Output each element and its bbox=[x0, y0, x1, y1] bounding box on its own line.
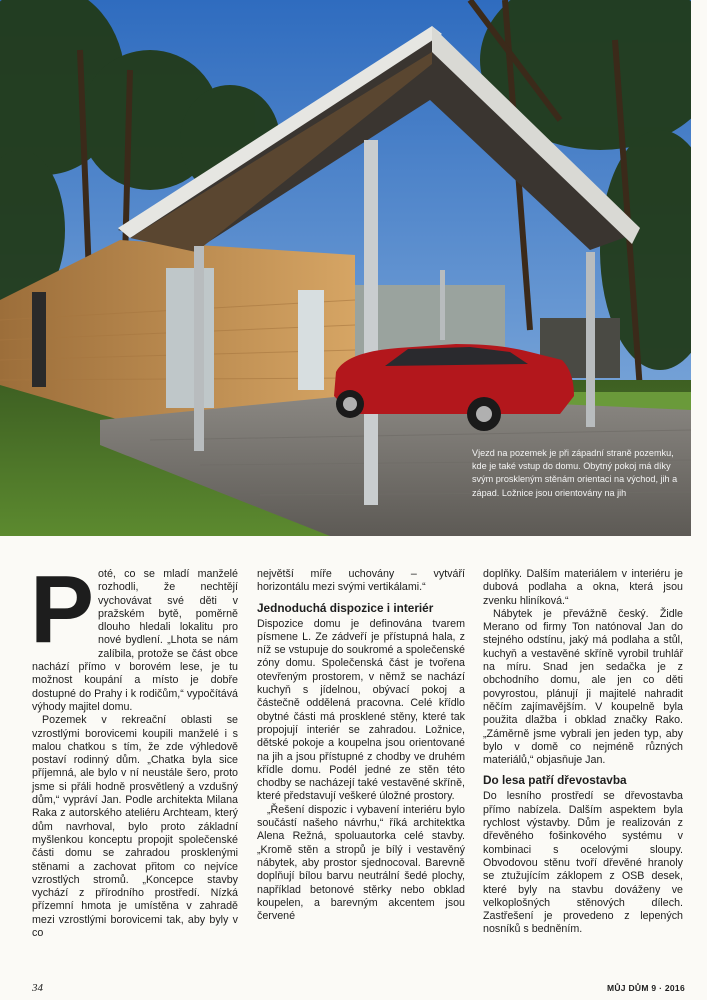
drop-cap: P bbox=[30, 556, 93, 663]
paragraph: největší míře uchovány – vytváří horizontálu mezi svými vertikálami.“ bbox=[257, 568, 465, 594]
text-column-2 bbox=[257, 568, 465, 923]
photo-caption: Vjezd na pozemek je při západní straně pozemku, kde je také vstup do domu. Obytný pokoj má díky svým proskleným stěnám orientaci na východ, jih a západ. Ložnice jsou orientovány na jih bbox=[472, 448, 678, 498]
magazine-issue: MŮJ DŮM 9 · 2016 bbox=[606, 983, 685, 993]
paragraph: oté, co se mladí manželé rozhodli, že nechtějí vychovávat své děti v pražském bytě, poměrně dlouho hledali lokalitu pro nové bydlení. „Lhota se nám zalíbila, protože se část obce nachází přímo v borovém lese, je tu možnost koupání a místo je dobře dostupné do Prahy i k rodičům,“ vypočítává výhody majitel domu. bbox=[32, 568, 238, 713]
paragraph: Do lesního prostředí se dřevostavba přímo nabízela. Dalším aspektem byla rychlost výstavby. Dům je realizován z dřevěného fošinkového systému v kombinaci s ocelovými sloupy. Obvodovou stěnu tvoří dřevěné hranoly se ztužujícím záklopem z OSB desek, které byly na stavbu dováženy ve velkoplošných stěnových dílech. Zastřešení je provedeno z lepených nosníků s bedněním. bbox=[483, 790, 683, 936]
paragraph: „Řešení dispozic i vybavení interiéru bylo součástí našeho návrhu,“ říká architektka Alena Režná, spoluautorka celé stavby. „Kromě stěn a stropů je bílý i vestavěný nábytek, aby prostor sjednocoval. Barevně doplňují bílou barvu neutrální šedé plochy, například betonové stěrky nebo obklad koupelen, a barevným akcentem jsou červené bbox=[257, 803, 465, 923]
paragraph: Dispozice domu je definována tvarem písmene L. Ze zádveří je přístupná hala, z níž se vstupuje do soukromé a společenské zóny domu. Společenská část je tvořena otevřeným prostorem, v němž se nachází kuchyň s jídelnou, obývací pokoj a částečně oddělená pracovna. Celé křídlo obytné části má prosklené stěny, které tak propojují interiér se zahradou. Ložnice, dětské pokoje a koupelna jsou orientované na jih a jsou přístupné z chodby ve druhém křídle domu. Podél jedné ze stěn této chodby se nacházejí také vestavěné skříně, které představují veškeré úložné prostory. bbox=[257, 617, 465, 803]
text-column-3 bbox=[483, 568, 683, 937]
paragraph: Nábytek je převážně český. Židle Merano od firmy Ton natónoval Jan do stejného odstínu, jaký má podlaha a stůl, kuchyň a vestavěné skříně vyrobil truhlář na míru. Snad jen sedačka je z obchodního domu, ale jen co děti povyrostou, plánují ji majitelé nahradit něčím zajímavějším. V koupelně byla použita dlažba i obklad značky Rako. „Záměrně jsme vybrali jen jeden typ, aby bylo v domě co nejméně různých materiálů,“ objasňuje Jan. bbox=[483, 607, 683, 767]
section-heading: Do lesa patří dřevostavba bbox=[483, 773, 627, 788]
paragraph: Pozemek v rekreační oblasti se vzrostlými borovicemi koupili manželé i s malou chatkou s tím, že zde výhledově postaví rodinný dům. „Chatka byla sice příjemná, ale bylo v ní neustále šero, proto jsme si přáli hodně prosvětlený a vzdušný dům,“ vypráví Jan. Podle architekta Milana Raka z autorského ateliéru Archteam, který dům navrhoval, bylo proto základní myšlenkou konceptu propojit společenské části domu se zahradou prosklenými stěnami a zachovat přitom co nejvíce vzrostlých stromů. „Koncepce stavby vychází z přírodního prostředí. Nízká přízemní hmota je umístěna v zahradě mezi vzrostlými borovicemi tak, aby byly v co bbox=[32, 714, 238, 940]
section-heading: Jednoduchá dispozice i interiér bbox=[257, 600, 434, 615]
text-column-1 bbox=[30, 556, 238, 940]
paragraph: doplňky. Dalším materiálem v interiéru je dubová podlaha a okna, která jsou zvenku hliníková.“ bbox=[483, 568, 683, 607]
page-number: 34 bbox=[32, 982, 43, 994]
